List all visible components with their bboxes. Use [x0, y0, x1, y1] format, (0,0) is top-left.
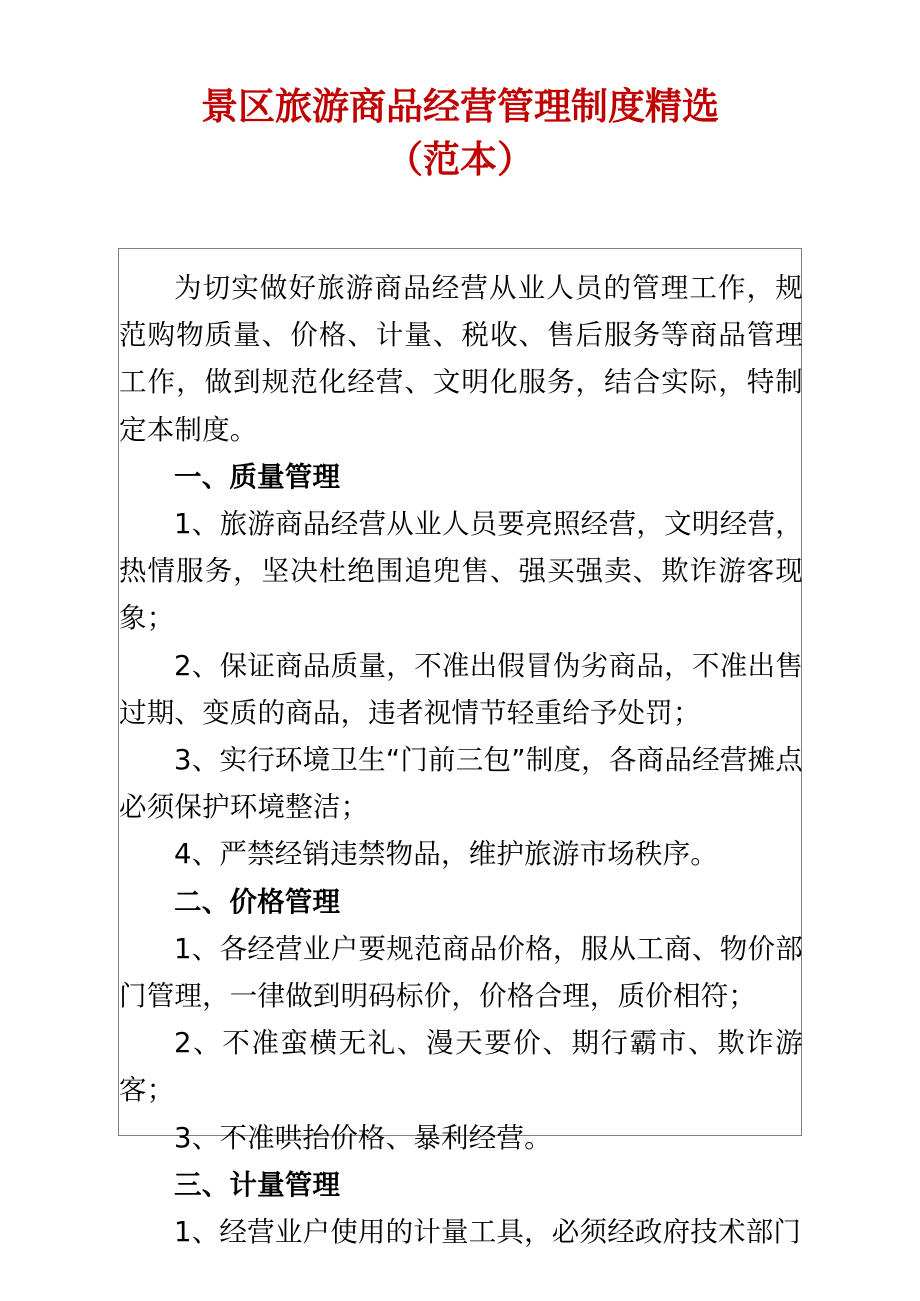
paragraph-preamble: 为切实做好旅游商品经营从业人员的管理工作，规范购物质量、价格、计量、税收、售后服务等商品管理工作，做到规范化经营、文明化服务，结合实际，特制定本制度。 [119, 272, 803, 446]
paragraph-section-1-item-4: 4、严禁经销违禁物品，维护旅游市场秩序。 [174, 838, 718, 871]
document-content-box [118, 248, 803, 1249]
paragraph-section-1-item-3: 3、实行环境卫生“门前三包”制度，各商品经营摊点必须保护环境整洁； [119, 744, 803, 824]
paragraph-section-2-item-3: 3、不准哄抬价格、暴利经营。 [174, 1121, 552, 1154]
document-title-line-2: （范本） [386, 138, 534, 181]
paragraph-section-2-item-2: 2、不准蛮横无礼、漫天要价、期行霸市、欺诈游客； [119, 1027, 803, 1107]
heading-section-2: 二、价格管理 [174, 885, 341, 918]
heading-section-1: 一、质量管理 [174, 460, 341, 493]
document-body [119, 249, 803, 1256]
document-title [0, 80, 920, 186]
paragraph-section-3-item-1: 1、经营业户使用的计量工具，必须经政府技术部门 [174, 1216, 802, 1249]
paragraph-section-1-item-1: 1、旅游商品经营从业人员要亮照经营，文明经营，热情服务，坚决杜绝围追兜售、强买强卖、欺诈游客现象； [119, 508, 803, 635]
paragraph-section-1-item-2: 2、保证商品质量，不准出假冒伪劣商品，不准出售过期、变质的商品，违者视情节轻重给予处罚； [119, 649, 803, 729]
heading-section-3: 三、计量管理 [174, 1168, 341, 1201]
document-title-line-1: 景区旅游商品经营管理制度精选 [201, 85, 719, 128]
paragraph-section-2-item-1: 1、各经营业户要规范商品价格，服从工商、物价部门管理，一律做到明码标价，价格合理，质价相符； [119, 932, 803, 1013]
